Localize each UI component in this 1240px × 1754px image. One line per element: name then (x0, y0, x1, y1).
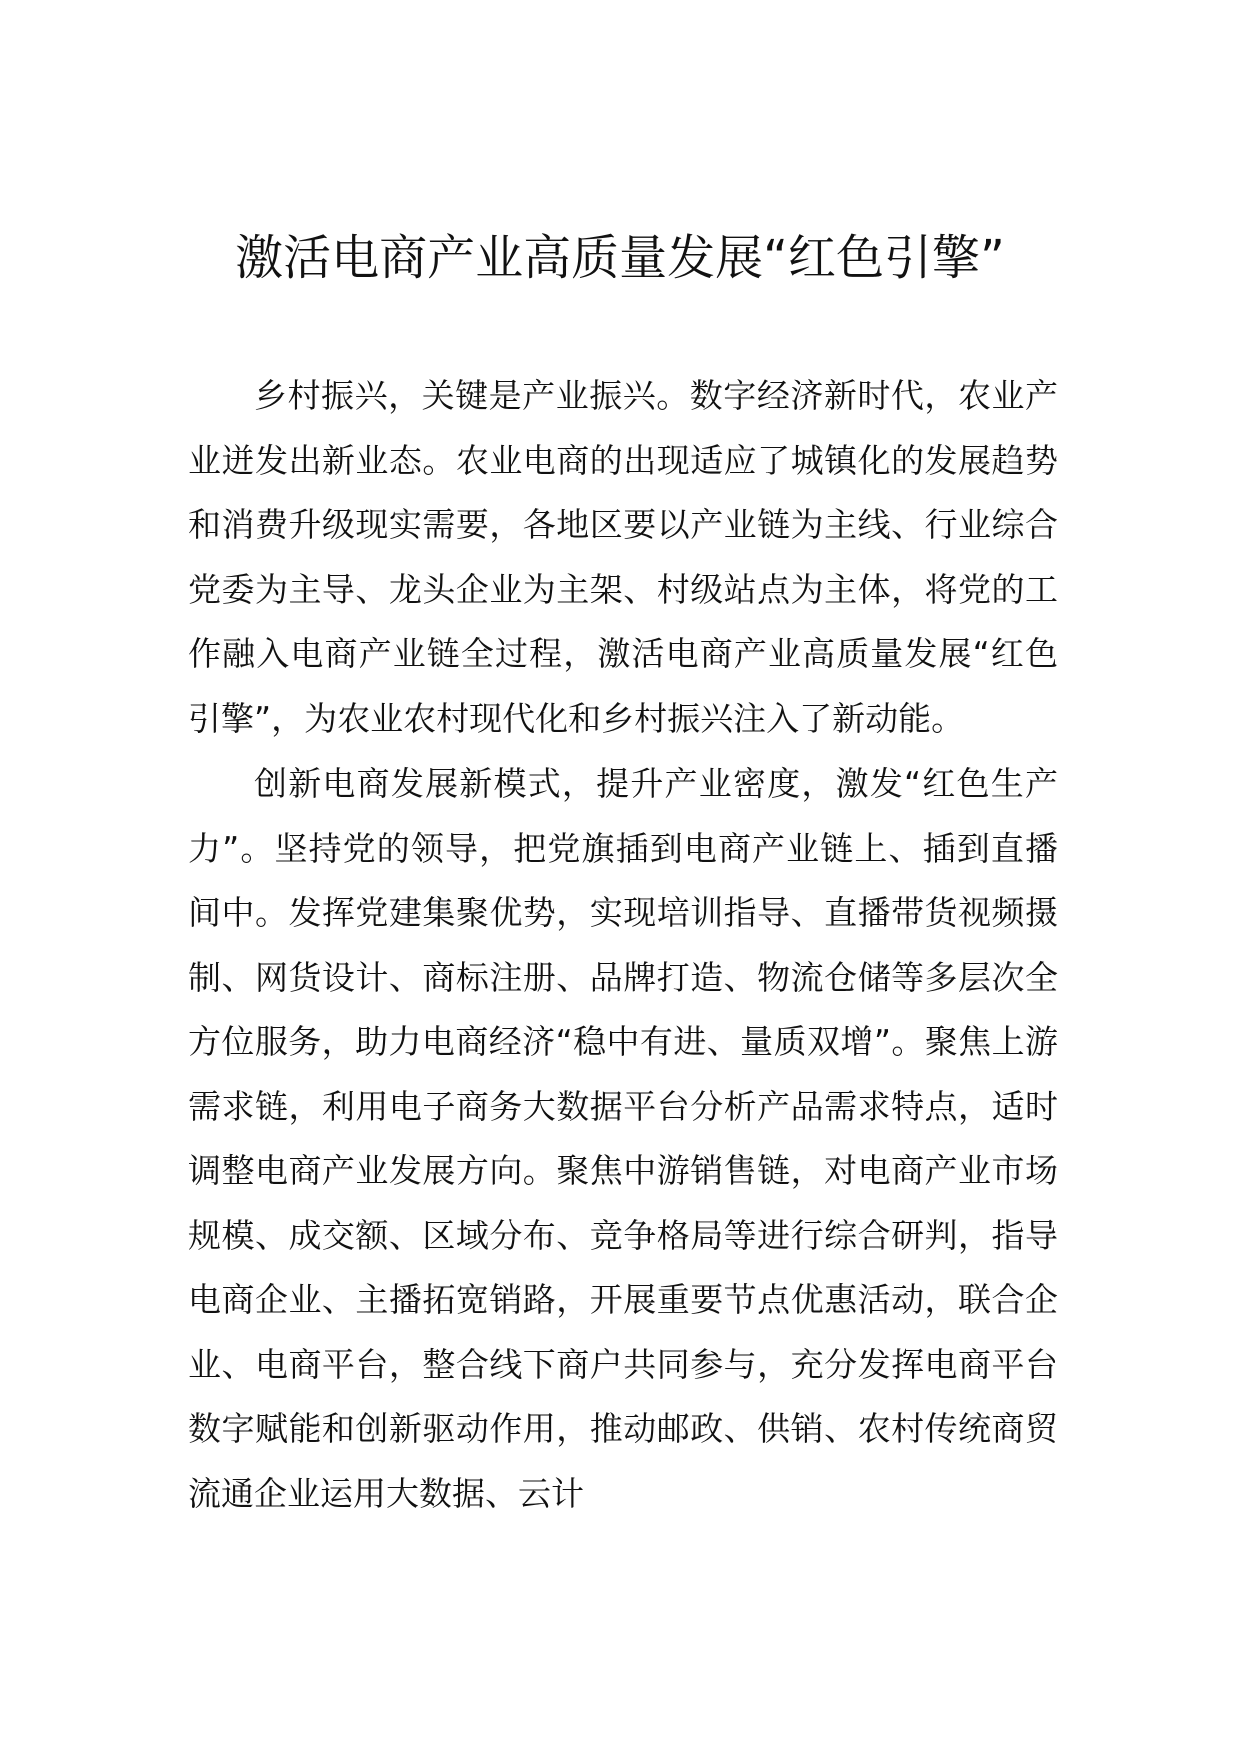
document-body (188, 364, 1058, 1526)
document-title: 激活电商产业高质量发展“红色引擎” (235, 230, 1005, 286)
body-paragraph-1: 乡村振兴，关键是产业振兴。数字经济新时代，农业产业迸发出新业态。农业电商的出现适应了城镇化的发展趋势和消费升级现实需要，各地区要以产业链为主线、行业综合党委为主导、龙头企业为主架、村级站点为主体，将党的工作融入电商产业链全过程，激活电商产业高质量发展“红色引擎”，为农业农村现代化和乡村振兴注入了新动能。 (188, 376, 1058, 738)
body-paragraph-2: 创新电商发展新模式，提升产业密度，激发“红色生产力”。坚持党的领导，把党旗插到电商产业链上、插到直播间中。发挥党建集聚优势，实现培训指导、直播带货视频摄制、网货设计、商标注册、品牌打造、物流仓储等多层次全方位服务，助力电商经济“稳中有进、量质双增”。聚焦上游需求链，利用电子商务大数据平台分析产品需求特点，适时调整电商产业发展方向。聚焦中游销售链，对电商产业市场规模、成交额、区域分布、竞争格局等进行综合研判，指导电商企业、主播拓宽销路，开展重要节点优惠活动，联合企业、电商平台，整合线下商户共同参与，充分发挥电商平台数字赋能和创新驱动作用，推动邮政、供销、农村传统商贸流通企业运用大数据、云计 (188, 764, 1058, 1513)
